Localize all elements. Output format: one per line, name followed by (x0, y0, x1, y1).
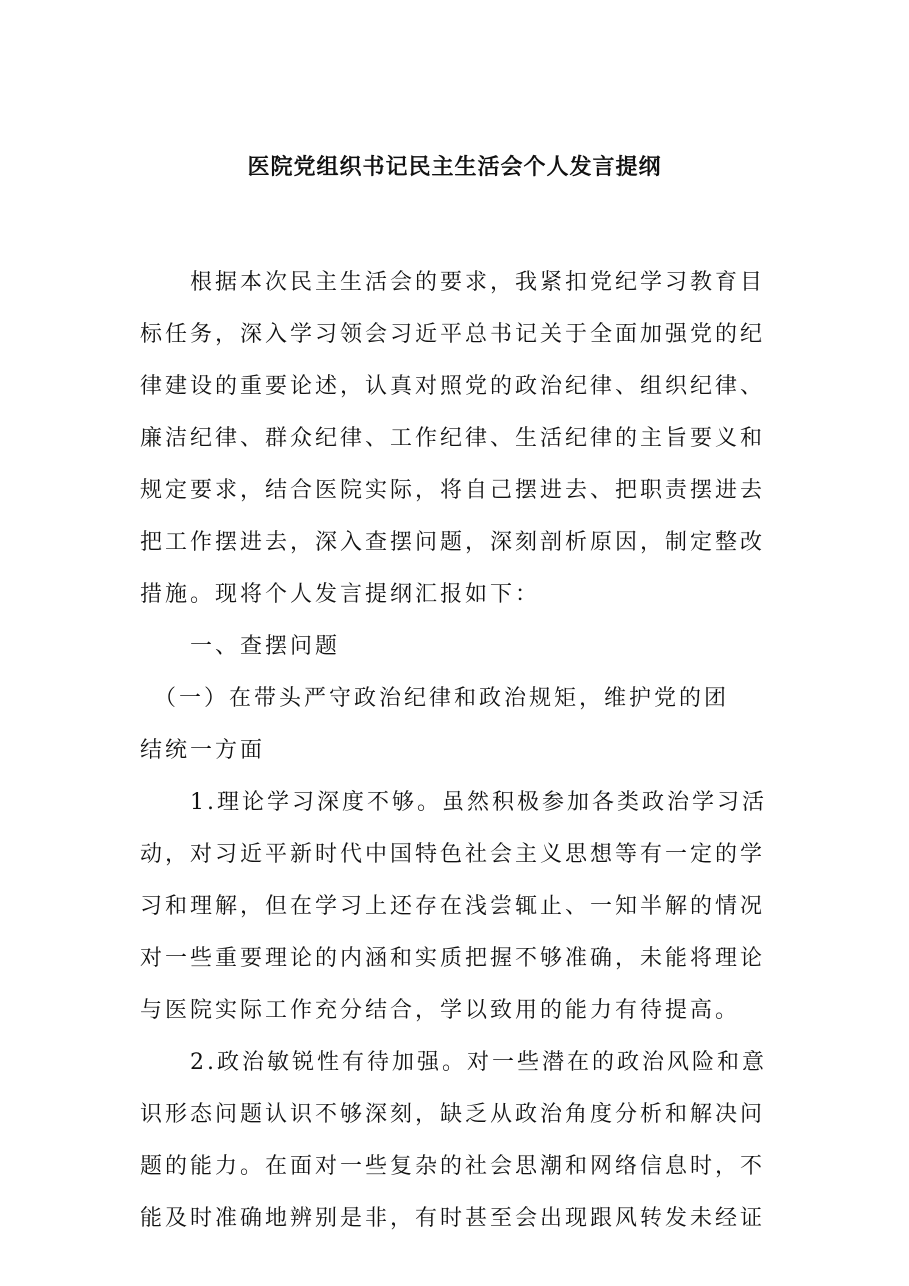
body-line: 识形态问题认识不够深刻，缺乏从政治角度分析和解决问 (140, 1102, 766, 1127)
document-title: 医院党组织书记民主生活会个人发言提纲 (247, 155, 662, 180)
section-heading: 一、查摆问题 (140, 634, 341, 659)
body-line: 题的能力。在面对一些复杂的社会思潮和网络信息时，不 (140, 1154, 766, 1179)
body-line: 动，对习近平新时代中国特色社会主义思想等有一定的学 (140, 842, 766, 867)
body-line: 廉洁纪律、群众纪律、工作纪律、生活纪律的主旨要义和 (140, 426, 766, 451)
body-line: 律建设的重要论述，认真对照党的政治纪律、组织纪律、 (140, 374, 766, 399)
body-line: 1.理论学习深度不够。虽然积极参加各类政治学习活 (140, 790, 767, 815)
subsection-heading: 结统一方面 (140, 738, 266, 763)
body-line: 根据本次民主生活会的要求，我紧扣党纪学习教育目 (140, 270, 766, 295)
body-line: 习和理解，但在学习上还存在浅尝辄止、一知半解的情况 (140, 894, 766, 919)
body-line: 标任务，深入学习领会习近平总书记关于全面加强党的纪 (140, 322, 766, 347)
body-line: 规定要求，结合医院实际，将自己摆进去、把职责摆进去 (140, 478, 766, 503)
body-line: 把工作摆进去，深入查摆问题，深刻剖析原因，制定整改 (140, 530, 766, 555)
body-line: 能及时准确地辨别是非，有时甚至会出现跟风转发未经证 (140, 1206, 766, 1231)
subsection-heading: （一）在带头严守政治纪律和政治规矩，维护党的团 (140, 686, 730, 711)
body-line: 与医院实际工作充分结合，学以致用的能力有待提高。 (140, 998, 741, 1023)
body-line: 对一些重要理论的内涵和实质把握不够准确，未能将理论 (140, 946, 766, 971)
body-line: 2.政治敏锐性有待加强。对一些潜在的政治风险和意 (140, 1050, 767, 1075)
body-line: 措施。现将个人发言提纲汇报如下： (140, 582, 541, 607)
